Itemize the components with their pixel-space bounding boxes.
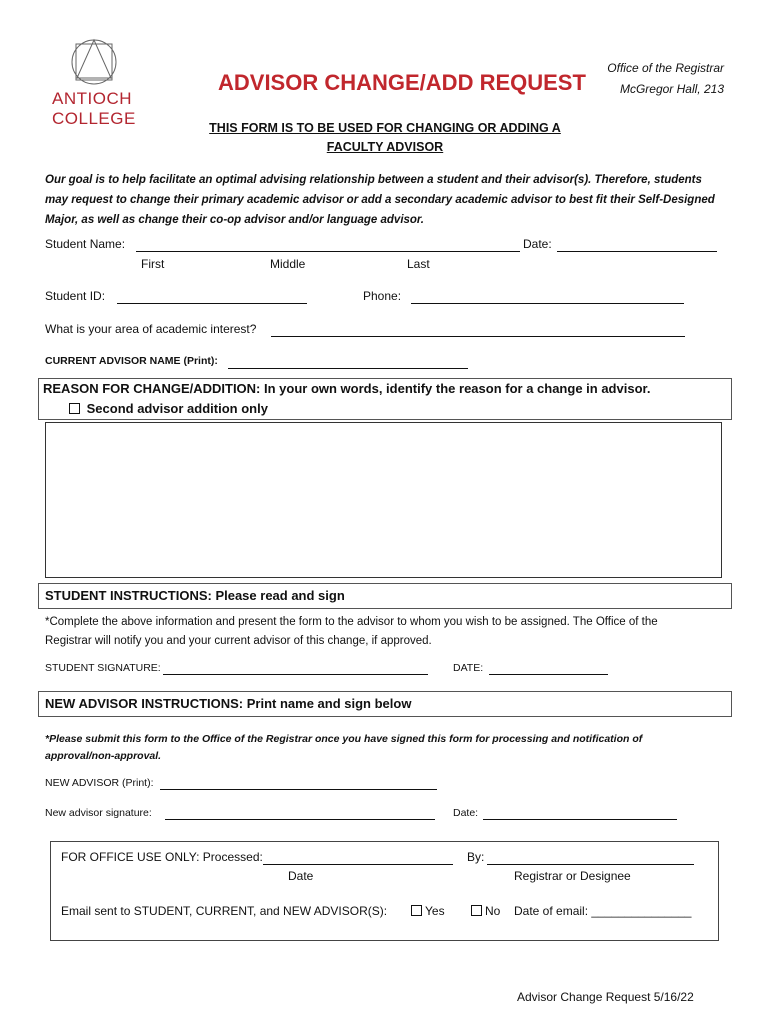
- current-advisor-label: CURRENT ADVISOR NAME (Print):: [45, 355, 218, 367]
- interest-field[interactable]: [271, 336, 685, 337]
- date-field[interactable]: [557, 251, 717, 252]
- yes-option[interactable]: Yes: [411, 904, 445, 918]
- first-caption: First: [141, 257, 165, 271]
- student-date-field[interactable]: [489, 674, 608, 675]
- second-advisor-option[interactable]: [69, 401, 268, 416]
- reason-heading: REASON FOR CHANGE/ADDITION: In your own words, identify the reason for a change in advisor.: [43, 381, 651, 396]
- processed-date-field[interactable]: [263, 864, 453, 865]
- phone-label: Phone:: [363, 289, 402, 303]
- by-field[interactable]: [487, 864, 694, 865]
- email-sent-label: Email sent to STUDENT, CURRENT, and NEW ADVISOR(S):: [61, 904, 388, 918]
- intro-paragraph: Our goal is to help facilitate an optimal advising relationship between a student and their advisor(s). Therefore, students may request to change their primary academic advisor or add a secondary academic advisor to best fit their Self-Designed Major, as well as change their co-op advisor and/or language advisor.: [45, 174, 715, 226]
- new-advisor-heading: NEW ADVISOR INSTRUCTIONS: Print name and sign below: [45, 696, 412, 711]
- current-advisor-field[interactable]: [228, 368, 468, 369]
- logo-emblem-icon: [52, 34, 142, 89]
- office-name: Office of the Registrar: [607, 61, 724, 75]
- date-label: Date:: [523, 237, 552, 251]
- office-use-section: [50, 841, 719, 941]
- middle-caption: Middle: [270, 257, 306, 271]
- no-checkbox[interactable]: [471, 905, 482, 916]
- college-logo: [52, 34, 142, 129]
- new-advisor-print-field[interactable]: [160, 789, 437, 790]
- new-advisor-header: [38, 691, 732, 717]
- registrar-caption: Registrar or Designee: [514, 869, 631, 883]
- new-advisor-print-label: NEW ADVISOR (Print):: [45, 777, 154, 789]
- student-signature-field[interactable]: [163, 674, 428, 675]
- student-instructions-text: *Complete the above information and present the form to the advisor to whom you wish to be assigned. The Office of the Registrar will notify you and your current advisor of this change, if approved.: [45, 616, 658, 647]
- date-caption: Date: [288, 869, 314, 883]
- by-label: By:: [467, 850, 485, 864]
- phone-field[interactable]: [411, 303, 684, 304]
- new-advisor-signature-field[interactable]: [165, 819, 435, 820]
- student-id-field[interactable]: [117, 303, 307, 304]
- form-subtitle: THIS FORM IS TO BE USED FOR CHANGING OR ADDING A FACULTY ADVISOR: [209, 121, 561, 154]
- student-id-label: Student ID:: [45, 289, 106, 303]
- student-name-field[interactable]: [136, 251, 520, 252]
- no-option[interactable]: No: [471, 904, 500, 918]
- office-address: McGregor Hall, 213: [619, 82, 724, 96]
- new-advisor-signature-label: New advisor signature:: [45, 807, 152, 819]
- last-caption: Last: [407, 257, 430, 271]
- second-advisor-label: Second advisor addition only: [86, 401, 268, 416]
- student-signature-label: STUDENT SIGNATURE:: [45, 662, 161, 674]
- form-title: ADVISOR CHANGE/ADD REQUEST: [218, 70, 586, 95]
- date-of-email-label: Date of email: _______________: [514, 904, 692, 918]
- office-info: [607, 58, 724, 100]
- reason-section: [38, 378, 732, 420]
- logo-line1: ANTIOCH: [52, 89, 132, 108]
- yes-checkbox[interactable]: [411, 905, 422, 916]
- processed-label: FOR OFFICE USE ONLY: Processed:: [61, 850, 263, 864]
- new-advisor-date-label: Date:: [453, 807, 479, 819]
- student-name-label: Student Name:: [45, 237, 126, 251]
- reason-text-area[interactable]: [45, 422, 722, 578]
- new-advisor-date-field[interactable]: [483, 819, 677, 820]
- student-instructions-heading: STUDENT INSTRUCTIONS: Please read and sign: [45, 588, 345, 603]
- second-advisor-checkbox[interactable]: [69, 403, 80, 414]
- student-date-label: DATE:: [453, 662, 484, 674]
- logo-line2: COLLEGE: [52, 109, 136, 128]
- student-instructions-header: [38, 583, 732, 609]
- footer-version: Advisor Change Request 5/16/22: [517, 990, 694, 1004]
- interest-label: What is your area of academic interest?: [45, 322, 257, 336]
- new-advisor-note: *Please submit this form to the Office of the Registrar once you have signed this form for processing and notification of approval/non-approval.: [45, 733, 643, 762]
